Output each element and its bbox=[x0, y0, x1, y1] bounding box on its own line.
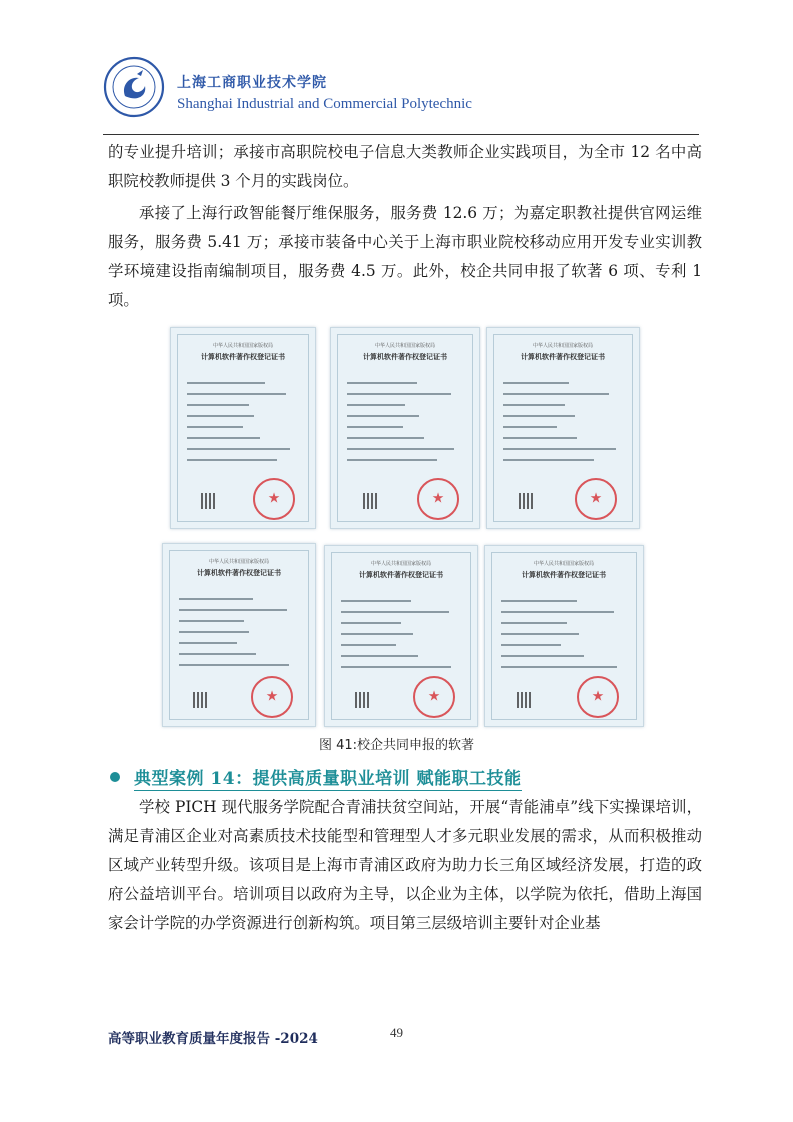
page-header bbox=[103, 52, 723, 136]
certificate-title: 计算机软件著作权登记证书 bbox=[363, 352, 447, 361]
certificate-issuer: 中华人民共和国国家版权局 bbox=[208, 559, 269, 565]
qr-code-icon bbox=[201, 493, 217, 509]
figure-caption: 图 41:校企共同申报的软著 bbox=[318, 738, 475, 753]
certificate-issuer: 中华人民共和国国家版权局 bbox=[212, 343, 273, 349]
case-title: 典型案例 14：提供高质量职业培训 赋能职工技能 bbox=[134, 764, 522, 791]
qr-code-icon bbox=[363, 493, 379, 509]
header-divider bbox=[103, 134, 699, 135]
certificate-issuer: 中华人民共和国国家版权局 bbox=[374, 343, 435, 349]
case-heading bbox=[110, 762, 522, 792]
certificate-title: 计算机软件著作权登记证书 bbox=[201, 352, 285, 361]
official-seal-icon: ★ bbox=[575, 478, 617, 520]
certificate-issuer: 中华人民共和国国家版权局 bbox=[533, 561, 594, 567]
software-copyright-figure bbox=[162, 327, 649, 727]
qr-code-icon bbox=[193, 692, 209, 708]
bullet-dot-icon bbox=[110, 772, 120, 782]
paragraph-services: 承接了上海行政智能餐厅维保服务，服务费 12.6 万；为嘉定职教社提供官网运维服务，服务费 5.41 万；承接市装备中心关于上海市职业院校移动应用开发专业实训教学环境建设指南编制项目，服务费 4.5 万。此外，校企共同申报了软著 6 项、专利 1 项。 bbox=[108, 204, 702, 309]
official-seal-icon: ★ bbox=[417, 478, 459, 520]
certificate-2 bbox=[330, 327, 480, 529]
certificate-title: 计算机软件著作权登记证书 bbox=[521, 352, 605, 361]
certificate-issuer: 中华人民共和国国家版权局 bbox=[532, 343, 593, 349]
qr-code-icon bbox=[517, 692, 533, 708]
certificate-5 bbox=[324, 545, 478, 727]
page-number: 49 bbox=[390, 1025, 403, 1040]
certificate-3 bbox=[486, 327, 640, 529]
certificate-4 bbox=[162, 543, 316, 727]
certificate-1 bbox=[170, 327, 316, 529]
paragraph-case-description: 学校 PICH 现代服务学院配合青浦扶贫空间站，开展“青能浦卓”线下实操课培训，满足青浦区企业对高素质技术技能型和管理型人才多元职业发展的需求，从而积极推动区域产业转型升级。该项目是上海市青浦区政府为助力长三角区域经济发展，打造的政府公益培训平台。培训项目以政府为主导，以企业为主体，以学院为依托，借助上海国家会计学院的办学资源进行创新构筑。项目第三层级培训主要针对企业基 bbox=[108, 798, 702, 932]
certificate-title: 计算机软件著作权登记证书 bbox=[359, 570, 443, 579]
footer-report-title: 高等职业教育质量年度报告 -2024 bbox=[108, 1031, 318, 1047]
qr-code-icon bbox=[519, 493, 535, 509]
school-name-en: Shanghai Industrial and Commercial Polytechnic bbox=[177, 96, 472, 112]
certificate-6 bbox=[484, 545, 644, 727]
official-seal-icon: ★ bbox=[577, 676, 619, 718]
paragraph-training: 的专业提升培训；承接市高职院校电子信息大类教师企业实践项目，为全市 12 名中高职院校教师提供 3 个月的实践岗位。 bbox=[108, 143, 702, 190]
official-seal-icon: ★ bbox=[253, 478, 295, 520]
certificate-title: 计算机软件著作权登记证书 bbox=[197, 568, 281, 577]
school-name-cn: 上海工商职业技术学院 bbox=[177, 75, 327, 91]
school-logo-icon bbox=[103, 56, 165, 118]
official-seal-icon: ★ bbox=[413, 676, 455, 718]
official-seal-icon: ★ bbox=[251, 676, 293, 718]
qr-code-icon bbox=[355, 692, 371, 708]
certificate-issuer: 中华人民共和国国家版权局 bbox=[370, 561, 431, 567]
certificate-title: 计算机软件著作权登记证书 bbox=[522, 570, 606, 579]
